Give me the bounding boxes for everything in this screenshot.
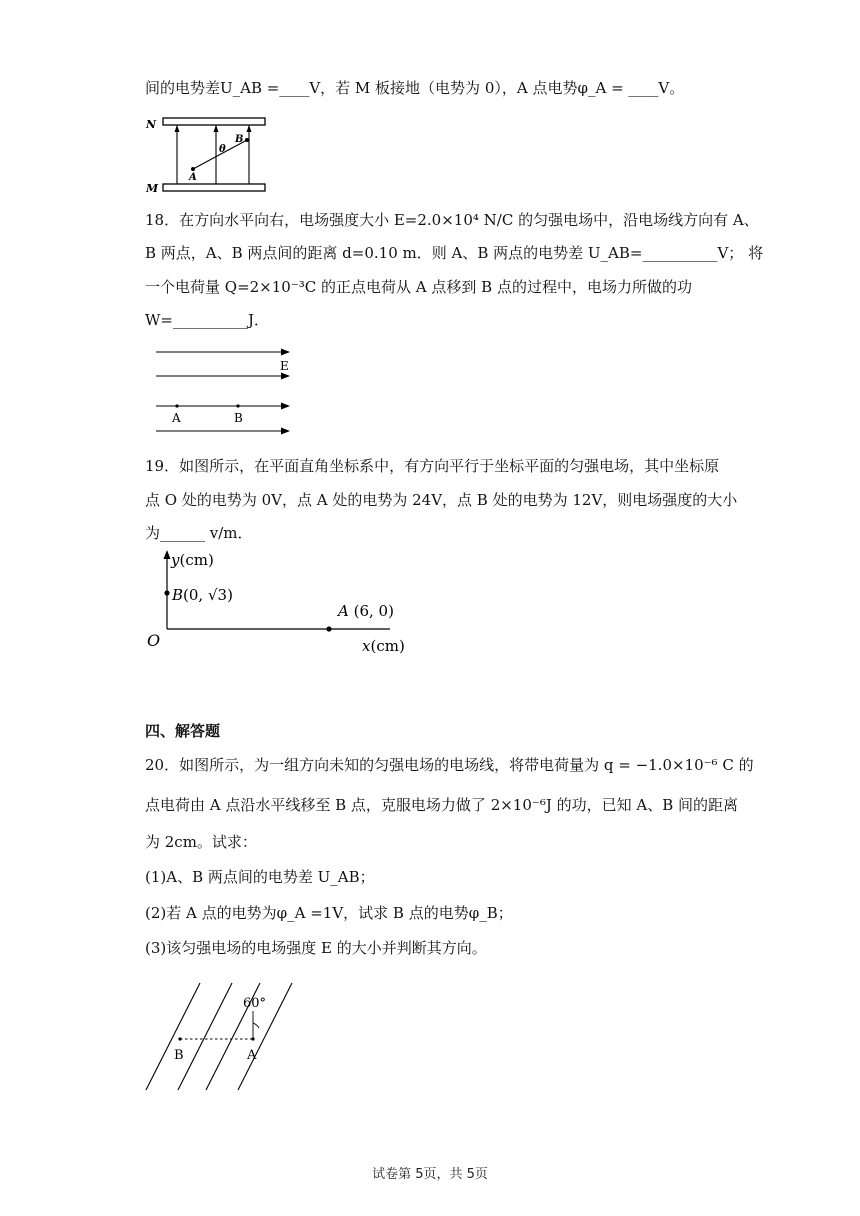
label-A: A [189, 172, 197, 183]
q18-line-2: B 两点，A、B 两点间的距离 d=0.10 m．则 A、B 两点的电势差 U_AB=__________V； 将 [145, 244, 764, 262]
label-A: A [172, 411, 181, 425]
label-B: B [235, 134, 244, 145]
q18-line-4: W=__________J． [145, 311, 269, 329]
q19-line-1: 19．如图所示，在平面直角坐标系中，有方向平行于坐标平面的匀强电场，其中坐标原 [145, 457, 720, 475]
q17-text: 间的电势差U_AB =____V，若 M 板接地（电势为 0），A 点电势φ_A = ____V。 [145, 79, 685, 97]
label-B: B [174, 1048, 184, 1063]
q19-line-2: 点 O 处的电势为 0V，点 A 处的电势为 24V，点 B 处的电势为 12V，则电场强度的大小 [145, 491, 738, 509]
label-A: A [247, 1048, 257, 1063]
point-A-label: A (6, 0) [338, 602, 394, 620]
label-E: E [280, 359, 289, 373]
q19-coordinate-figure [142, 545, 412, 657]
x-axis-label: x(cm) [362, 637, 405, 655]
q18-field-figure [150, 344, 300, 436]
angle-label: 60° [243, 996, 267, 1011]
point-B-label: B(0, √3) [172, 586, 233, 604]
q17-capacitor-figure [143, 112, 273, 198]
q20-part-3: (3)该匀强电场的电场强度 E 的大小并判断其方向。 [145, 939, 487, 957]
q20-part-1: (1)A、B 两点间的电势差 U_AB； [145, 868, 375, 886]
q18-line-1: 18．在方向水平向右，电场强度大小 E=2.0×10⁴ N/C 的匀强电场中，沿电场线方向有 A、 [145, 211, 759, 229]
label-theta: θ [219, 144, 226, 155]
q20-line-3: 为 2cm。试求： [145, 833, 257, 851]
page-footer: 试卷第 5页，共 5页 [372, 1167, 488, 1182]
q20-line-2: 点电荷由 A 点沿水平线移至 B 点，克服电场力做了 2×10⁻⁶J 的功，已知 A、B 间的距离 [145, 796, 739, 814]
section-heading: 四、解答题 [145, 722, 221, 740]
q20-field-lines-figure [140, 975, 300, 1095]
origin-label: O [147, 631, 161, 650]
q19-line-3: 为______ v/m． [145, 524, 253, 542]
label-B: B [234, 411, 243, 425]
q18-line-3: 一个电荷量 Q=2×10⁻³C 的正点电荷从 A 点移到 B 点的过程中，电场力所做的功 [145, 278, 692, 296]
q20-part-2: (2)若 A 点的电势为φ_A =1V，试求 B 点的电势φ_B； [145, 904, 513, 922]
label-M: M [146, 182, 159, 195]
q20-line-1: 20．如图所示，为一组方向未知的匀强电场的电场线，将带电荷量为 q = −1.0×10⁻⁶ C 的 [145, 756, 754, 774]
label-N: N [146, 118, 157, 131]
y-axis-label: y(cm) [171, 551, 214, 569]
